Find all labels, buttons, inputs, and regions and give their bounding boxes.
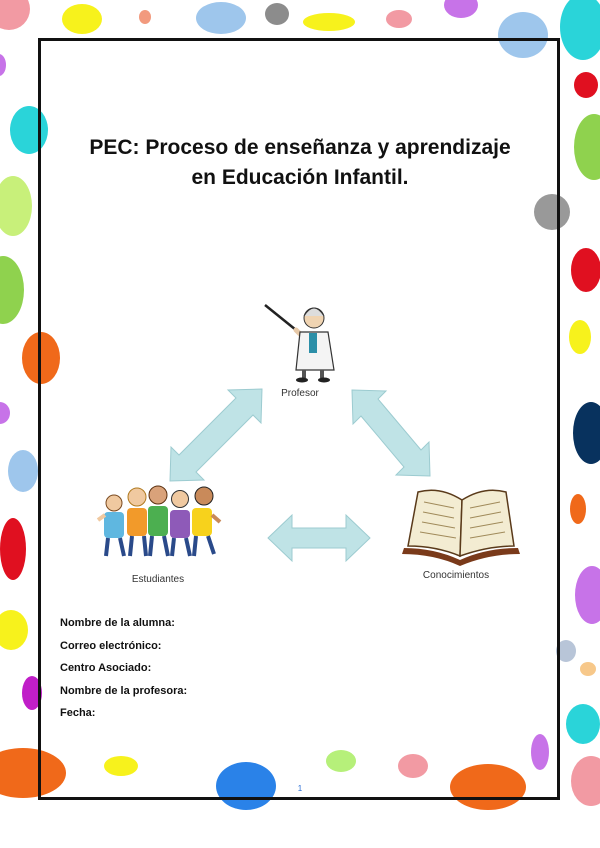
group-of-children-icon — [98, 486, 220, 556]
arrow-teacher-knowledge — [352, 390, 430, 476]
field-teacher-name: Nombre de la profesora: — [60, 684, 188, 697]
open-book-icon — [402, 490, 520, 566]
field-associated-center: Centro Asociado: — [60, 662, 152, 674]
title-line-2: en Educación Infantil. — [191, 166, 409, 189]
arrow-teacher-students — [170, 389, 262, 481]
teacher-pointing-icon — [265, 305, 334, 383]
field-date: Fecha: — [60, 707, 96, 719]
arrow-students-knowledge — [268, 515, 370, 561]
title-line-1: PEC: Proceso de enseñanza y aprendizaje — [89, 136, 511, 159]
student-info-fields — [60, 615, 187, 728]
diagram-label-knowledge: Conocimientos — [422, 570, 490, 581]
diagram-label-students: Estudiantes — [131, 574, 185, 585]
diagram-label-teacher: Profesor — [281, 388, 319, 399]
field-student-name: Nombre de la alumna: — [60, 617, 175, 629]
field-email: Correo electrónico: — [60, 639, 162, 652]
page-number: 1 — [297, 784, 303, 793]
